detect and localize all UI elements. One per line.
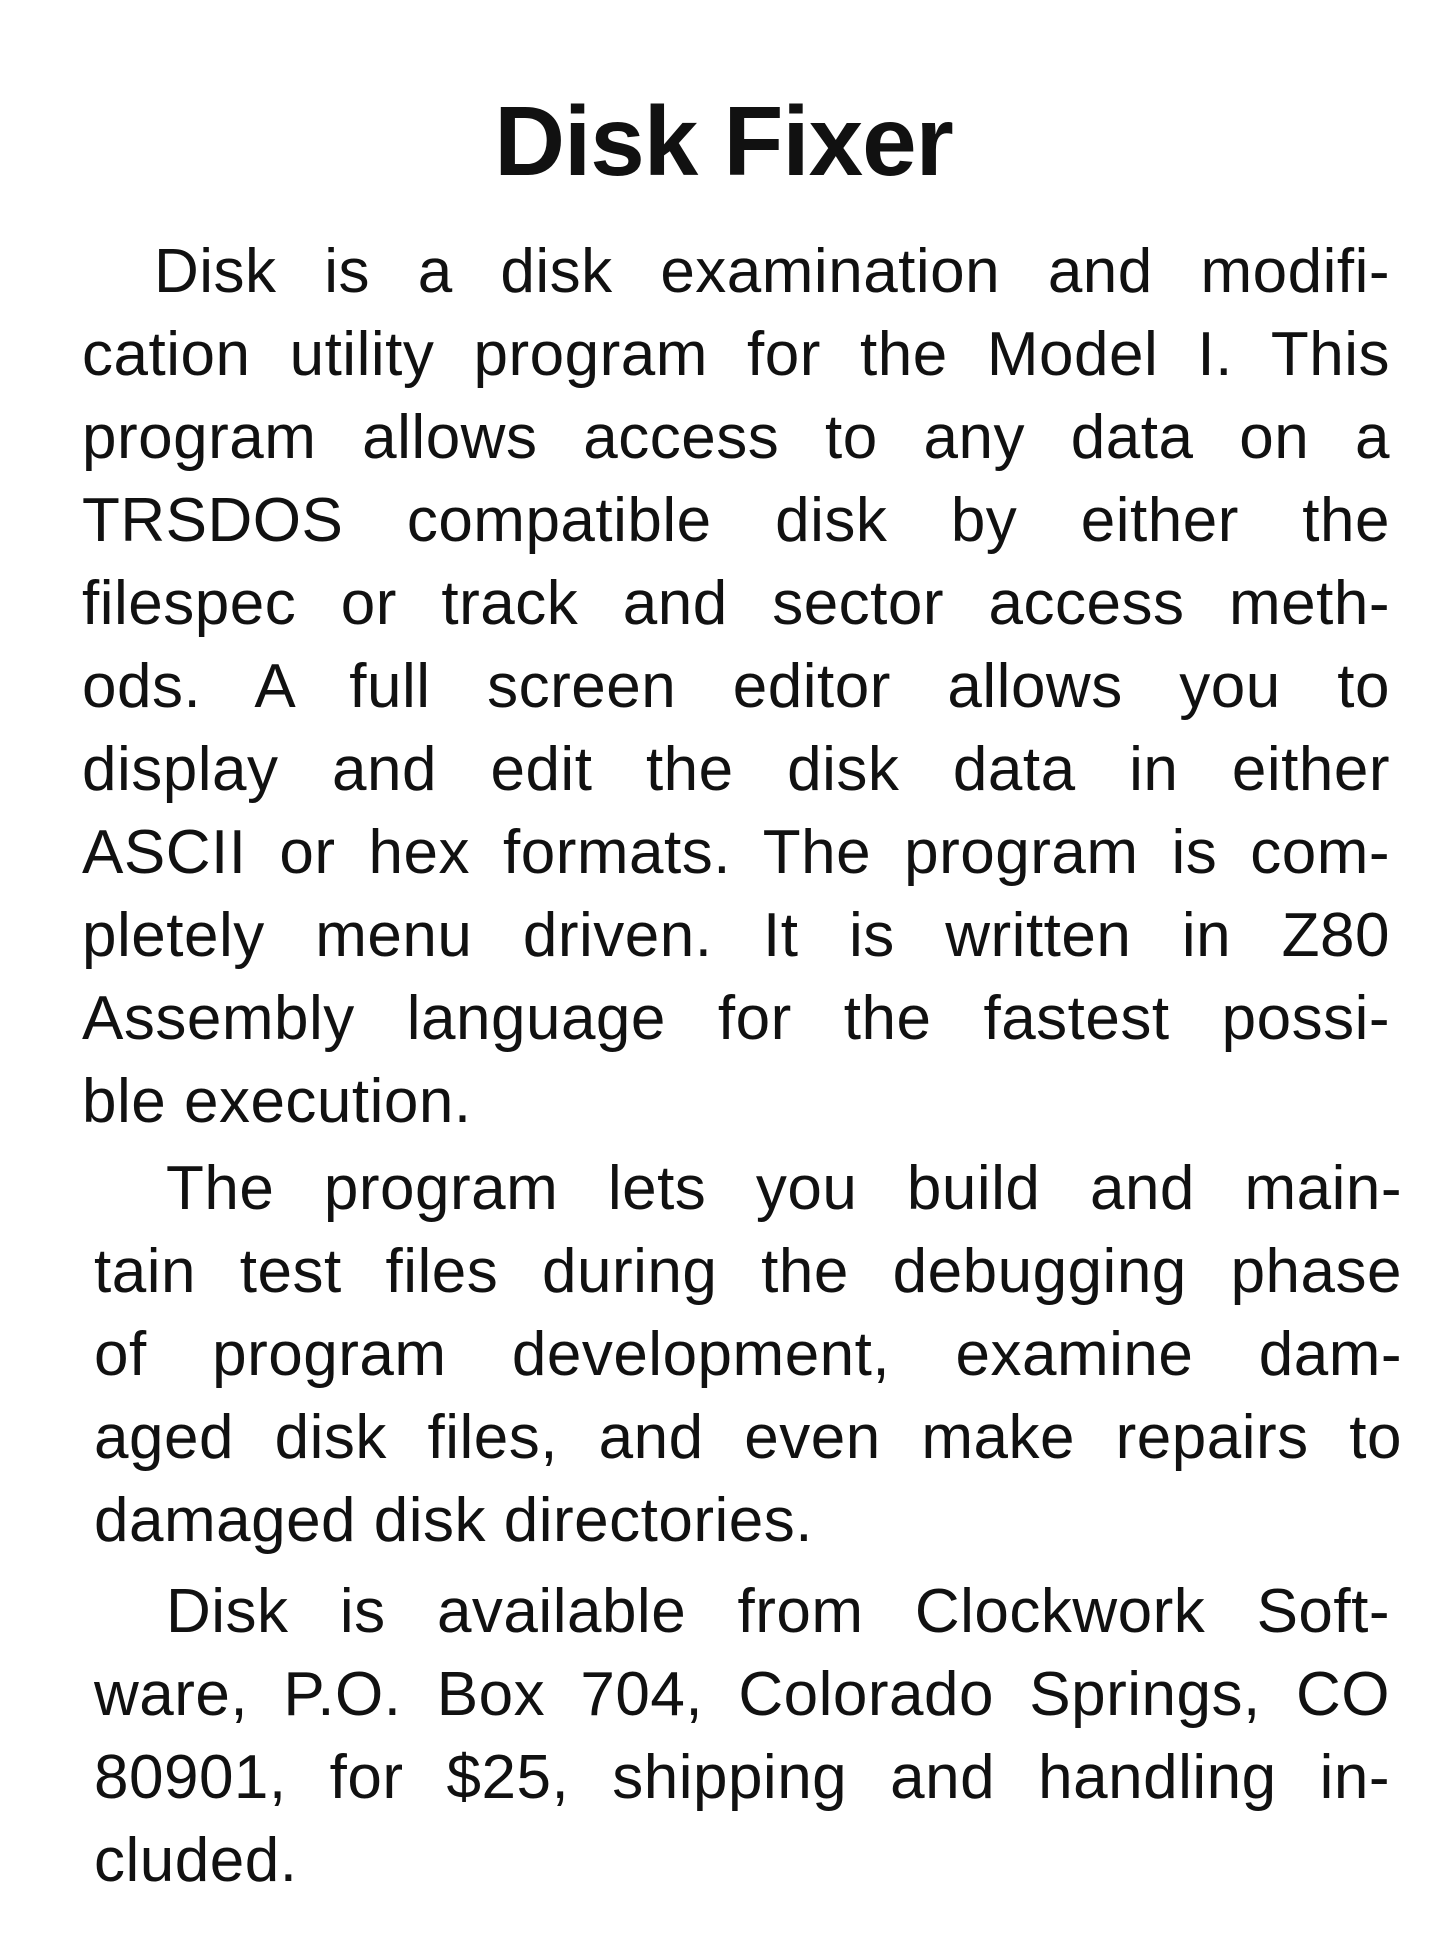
- paragraph-uses: [94, 1147, 1402, 1562]
- text-line: Disk is available from Clockwork Soft-: [166, 1577, 1390, 1646]
- text-line: cluded.: [94, 1826, 298, 1895]
- paragraph-availability: [94, 1570, 1390, 1902]
- text-line: ods. A full screen editor allows you to: [82, 652, 1390, 721]
- paragraph-description: [82, 230, 1390, 1143]
- text-line: program allows access to any data on a: [82, 403, 1390, 472]
- text-line: Assembly language for the fastest possi-: [82, 984, 1390, 1053]
- text-line: ware, P.O. Box 704, Colorado Springs, CO: [94, 1660, 1390, 1729]
- text-line: pletely menu driven. It is written in Z80: [82, 901, 1390, 970]
- text-line: filespec or track and sector access meth-: [82, 569, 1390, 638]
- text-line: The program lets you build and main-: [166, 1154, 1402, 1223]
- text-line: aged disk files, and even make repairs to: [94, 1403, 1402, 1472]
- text-line: 80901, for $25, shipping and handling in-: [94, 1743, 1390, 1812]
- text-line: cation utility program for the Model I. This: [82, 320, 1390, 389]
- article-title: Disk Fixer: [494, 86, 953, 196]
- text-line: tain test files during the debugging phase: [94, 1237, 1402, 1306]
- text-line: ble execution.: [82, 1067, 472, 1136]
- text-line: Disk is a disk examination and modifi-: [154, 237, 1390, 306]
- text-line: display and edit the disk data in either: [82, 735, 1390, 804]
- text-line: ASCII or hex formats. The program is com-: [82, 818, 1390, 887]
- text-line: TRSDOS compatible disk by either the: [82, 486, 1390, 555]
- text-line: of program development, examine dam-: [94, 1320, 1402, 1389]
- text-line: damaged disk directories.: [94, 1486, 813, 1555]
